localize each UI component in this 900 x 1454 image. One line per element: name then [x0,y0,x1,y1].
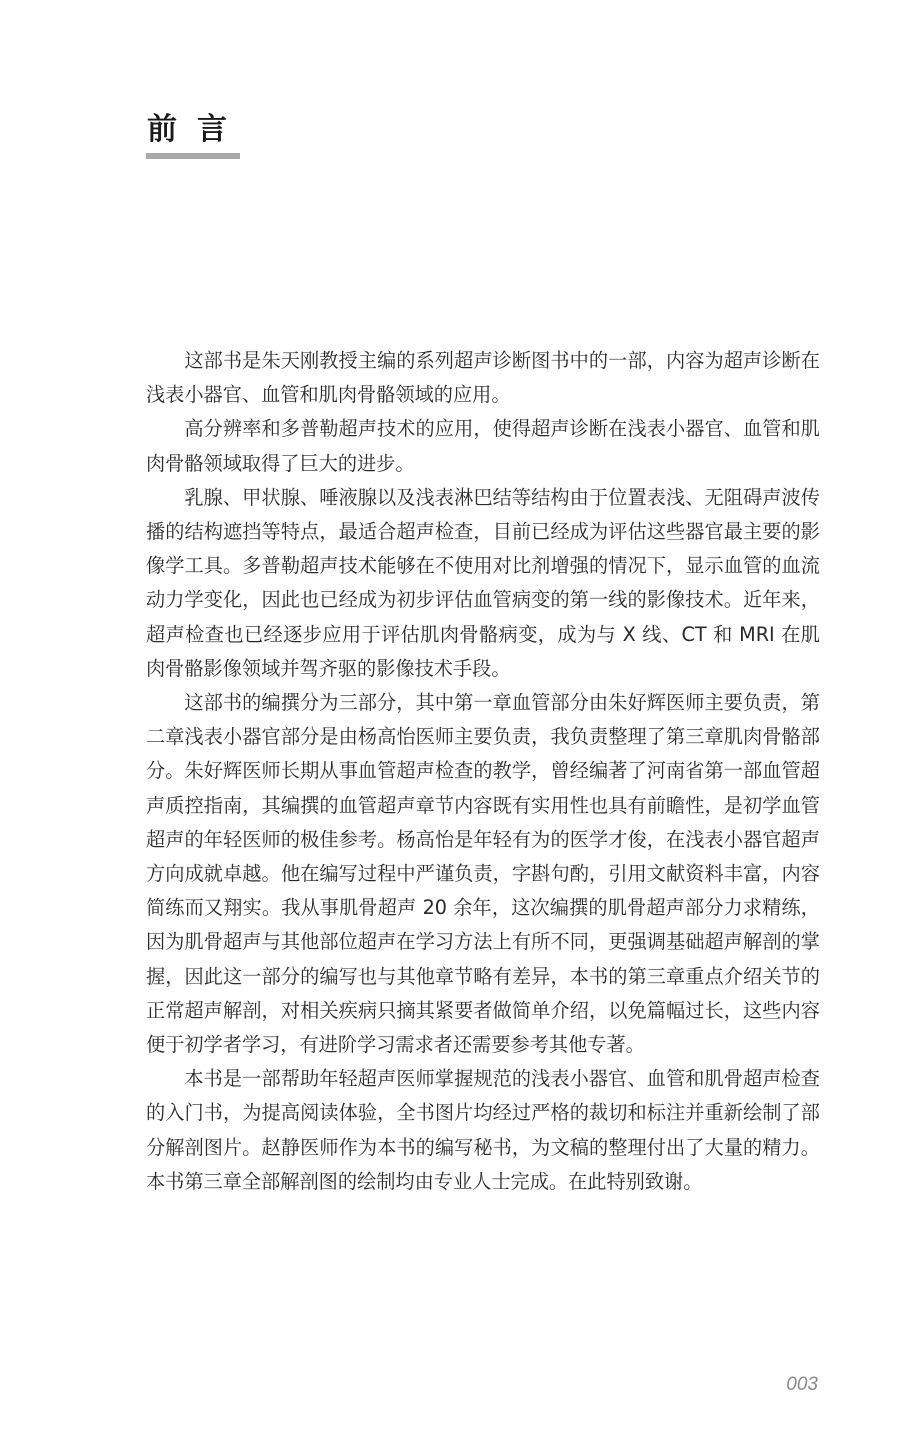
paragraph: 本书是一部帮助年轻超声医师掌握规范的浅表小器官、血管和肌骨超声检查的入门书，为提高阅读体验，全书图片均经过严格的裁切和标注并重新绘制了部分解剖图片。赵静医师作为本书的编写秘书，为文稿的整理付出了大量的精力。本书第三章全部解剖图的绘制均由专业人士完成。在此特别致谢。 [146,1067,820,1193]
page-title: 前言 [147,112,247,147]
paragraph: 高分辨率和多普勒超声技术的应用，使得超声诊断在浅表小器官、血管和肌肉骨骼领域取得了巨大的进步。 [146,417,820,475]
paragraph: 这部书的编撰分为三部分，其中第一章血管部分由朱好辉医师主要负责，第二章浅表小器官部分是由杨高怡医师主要负责，我负责整理了第三章肌肉骨骼部分。朱好辉医师长期从事血管超声检查的教学，曾经编著了河南省第一部血管超声质控指南，其编撰的血管超声章节内容既有实用性也具有前瞻性，是初学血管超声的年轻医师的极佳参考。杨高怡是年轻有为的医学才俊，在浅表小器官超声方向成就卓越。他在编写过程中严谨负责，字斟句酌，引用文献资料丰富，内容简练而又翔实。我从事肌骨超声 20 余年，这次编撰的肌骨超声部分力求精练，因为肌骨超声与其他部位超声在学习方法上有所不同，更强调基础超声解剖的掌握，因此这一部分的编写也与其他章节略有差异，本书的第三章重点介绍关节的正常超声解剖，对相关疾病只摘其紧要者做简单介绍，以免篇幅过长，这些内容便于初学者学习，有进阶学习需求者还需要参考其他专著。 [146,691,820,1057]
page-number: 003 [786,1374,818,1395]
title-underline [146,153,240,159]
paragraph: 乳腺、甲状腺、唾液腺以及浅表淋巴结等结构由于位置表浅、无阻碍声波传播的结构遮挡等特点，最适合超声检查，目前已经成为评估这些器官最主要的影像学工具。多普勒超声技术能够在不使用对比剂增强的情况下，显示血管的血流动力学变化，因此也已经成为初步评估血管病变的第一线的影像技术。近年来，超声检查也已经逐步应用于评估肌肉骨骼病变，成为与 X 线、CT 和 MRI 在肌肉骨骼影像领域并驾齐驱的影像技术手段。 [146,485,820,680]
preface-body [146,344,820,1199]
paragraph: 这部书是朱天刚教授主编的系列超声诊断图书中的一部，内容为超声诊断在浅表小器官、血管和肌肉骨骼领域的应用。 [146,349,820,407]
